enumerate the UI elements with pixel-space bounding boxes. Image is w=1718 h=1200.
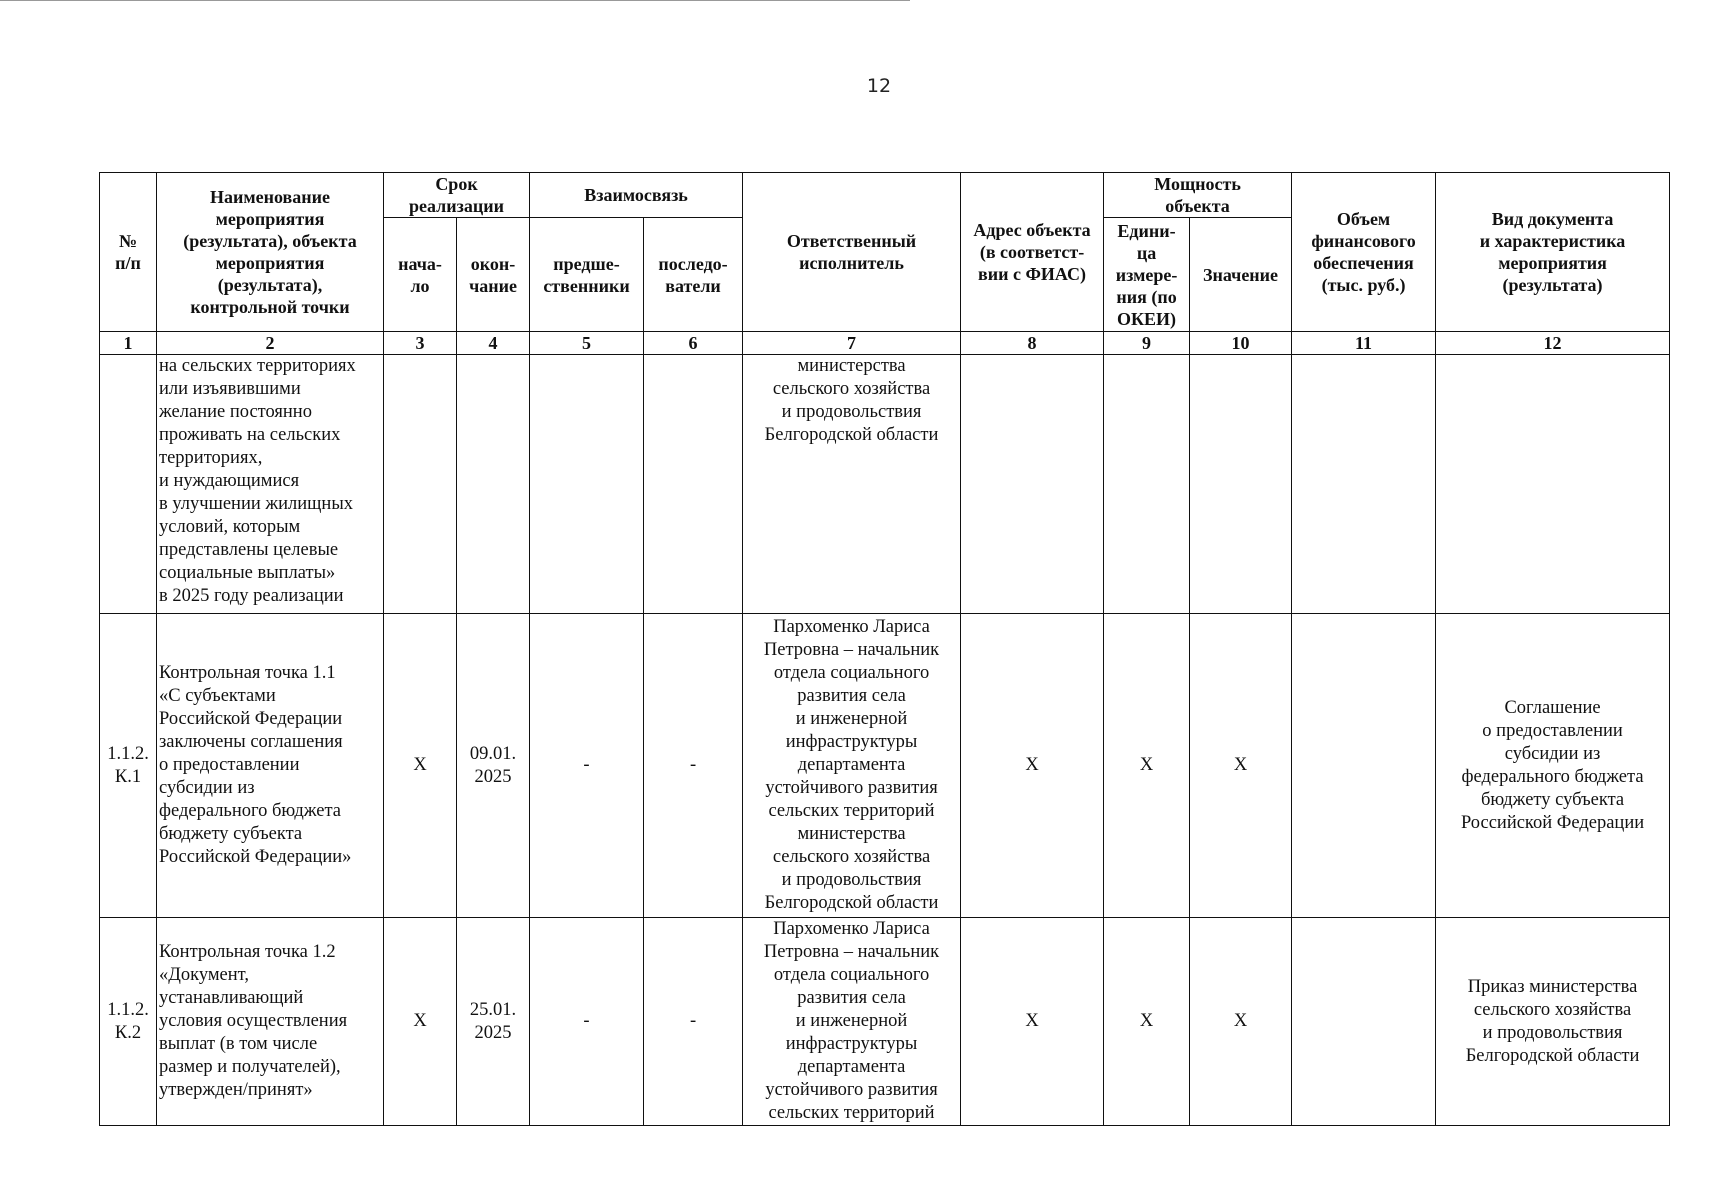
page-number: 12 [866, 75, 892, 97]
table-row [100, 918, 1670, 1126]
cell-unit [1104, 355, 1190, 614]
cell-value: X [1190, 614, 1292, 918]
cell-start [384, 355, 457, 614]
cell-unit: X [1104, 918, 1190, 1126]
cell-value [1190, 355, 1292, 614]
plan-table [99, 172, 1670, 1126]
table-row [100, 614, 1670, 918]
header-funding: Объем финансового обеспечения (тыс. руб.) [1292, 173, 1436, 332]
cell-next [644, 355, 743, 614]
header-row [100, 173, 1670, 218]
column-number-row [100, 332, 1670, 355]
cell-name: Контрольная точка 1.2 «Документ, устанавливающий условия осуществления выплат (в том числе размер и получателей), утвержден/принят» [157, 918, 384, 1126]
cell-start: X [384, 614, 457, 918]
cell-prev: - [530, 614, 644, 918]
header-capacity: Мощность объекта [1104, 173, 1292, 218]
header-link-prev: предше- ственники [530, 218, 644, 332]
cell-address: X [961, 918, 1104, 1126]
column-number: 12 [1436, 332, 1670, 355]
column-number: 1 [100, 332, 157, 355]
cell-address [961, 355, 1104, 614]
cell-doc: Соглашение о предоставлении субсидии из федерального бюджета бюджету субъекта Российской Федерации [1436, 614, 1670, 918]
header-link: Взаимосвязь [530, 173, 743, 218]
cell-responsible: Пархоменко Лариса Петровна – начальник отдела социального развития села и инженерной инфраструктуры департамента устойчивого развития сельских территорий министерства сельского хозяйства и продовольствия Белгородской области [743, 614, 961, 918]
cell-number: 1.1.2. К.1 [100, 614, 157, 918]
header-address: Адрес объекта (в соответст- вии с ФИАС) [961, 173, 1104, 332]
cell-value: X [1190, 918, 1292, 1126]
cell-name: на сельских территориях или изъявившими желание постоянно проживать на сельских территориях, и нуждающимися в улучшении жилищных условий, которым представлены целевые социальные выплаты» в 2025 году реализации [157, 355, 384, 614]
column-number: 4 [457, 332, 530, 355]
column-number: 5 [530, 332, 644, 355]
column-number: 8 [961, 332, 1104, 355]
column-number: 11 [1292, 332, 1436, 355]
column-number: 7 [743, 332, 961, 355]
header-term-start: нача- ло [384, 218, 457, 332]
header-term: Срок реализации [384, 173, 530, 218]
cell-responsible: Пархоменко Лариса Петровна – начальник отдела социального развития села и инженерной инфраструктуры департамента устойчивого развития сельских территорий [743, 918, 961, 1126]
cell-doc [1436, 355, 1670, 614]
header-capacity-value: Значение [1190, 218, 1292, 332]
cell-address: X [961, 614, 1104, 918]
cell-number: 1.1.2. К.2 [100, 918, 157, 1126]
cell-doc: Приказ министерства сельского хозяйства и продовольствия Белгородской области [1436, 918, 1670, 1126]
column-number: 9 [1104, 332, 1190, 355]
header-term-end: окон- чание [457, 218, 530, 332]
cell-end: 25.01. 2025 [457, 918, 530, 1126]
cell-prev: - [530, 918, 644, 1126]
column-number: 3 [384, 332, 457, 355]
cell-next: - [644, 918, 743, 1126]
header-name: Наименование мероприятия (результата), объекта мероприятия (результата), контрольной точки [157, 173, 384, 332]
header-doc-type: Вид документа и характеристика мероприятия (результата) [1436, 173, 1670, 332]
header-link-next: последо- ватели [644, 218, 743, 332]
column-number: 6 [644, 332, 743, 355]
cell-unit: X [1104, 614, 1190, 918]
header-number: № п/п [100, 173, 157, 332]
cell-number [100, 355, 157, 614]
cell-funding [1292, 918, 1436, 1126]
scan-edge-line [0, 0, 910, 1]
column-number: 10 [1190, 332, 1292, 355]
header-capacity-unit: Едини- ца измере- ния (по ОКЕИ) [1104, 218, 1190, 332]
column-number: 2 [157, 332, 384, 355]
cell-prev [530, 355, 644, 614]
table-row [100, 355, 1670, 614]
cell-funding [1292, 614, 1436, 918]
cell-end: 09.01. 2025 [457, 614, 530, 918]
cell-end [457, 355, 530, 614]
header-responsible: Ответственный исполнитель [743, 173, 961, 332]
cell-responsible: министерства сельского хозяйства и продовольствия Белгородской области [743, 355, 961, 614]
cell-next: - [644, 614, 743, 918]
cell-funding [1292, 355, 1436, 614]
cell-name: Контрольная точка 1.1 «С субъектами Российской Федерации заключены соглашения о предоставлении субсидии из федерального бюджета бюджету субъекта Российской Федерации» [157, 614, 384, 918]
cell-start: X [384, 918, 457, 1126]
